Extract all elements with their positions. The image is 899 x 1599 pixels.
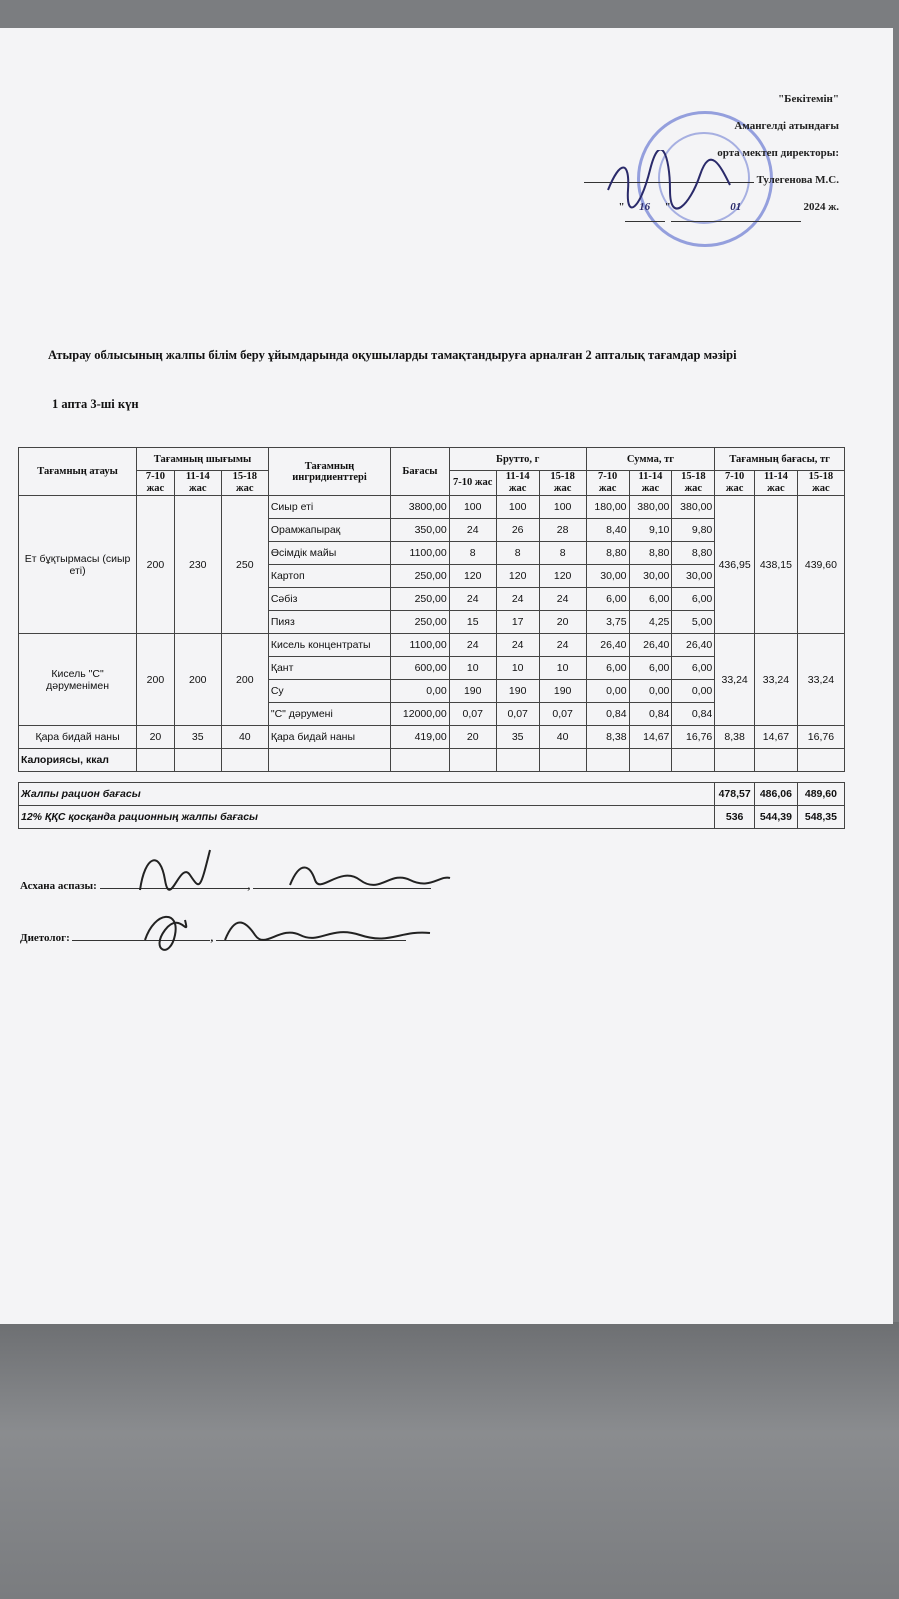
dish-price: 14,67 [754, 726, 797, 749]
ingredient-gross: 190 [449, 680, 496, 703]
ingredient-gross: 24 [496, 634, 539, 657]
ingredient-sum: 8,80 [629, 542, 672, 565]
ingredient-gross: 24 [539, 588, 586, 611]
ingredient-gross: 26 [496, 519, 539, 542]
header-row [19, 448, 845, 471]
spacer-row [19, 772, 845, 783]
ingredient-price: 12000,00 [391, 703, 450, 726]
vat-total-value: 544,39 [754, 806, 797, 829]
ingredient-sum: 6,00 [672, 588, 715, 611]
ingredient-sum: 26,40 [586, 634, 629, 657]
table-header: 15-18 жас [797, 471, 844, 496]
ingredient-gross: 120 [539, 565, 586, 588]
ingredient-gross: 10 [539, 657, 586, 680]
ingredient-sum: 6,00 [586, 657, 629, 680]
total-value: 478,57 [715, 783, 755, 806]
dish-price: 436,95 [715, 496, 755, 634]
ingredient-price: 3800,00 [391, 496, 450, 519]
cook-signature-row: Асхана аспазы: , [20, 880, 431, 892]
ingredient-gross: 190 [539, 680, 586, 703]
ingredient-gross: 0,07 [449, 703, 496, 726]
dish-price: 438,15 [754, 496, 797, 634]
ingredient-name: Сәбіз [268, 588, 390, 611]
ingredient-sum: 380,00 [629, 496, 672, 519]
ingredient-gross: 24 [449, 519, 496, 542]
empty-cell [715, 749, 755, 772]
document-title: Атырау облысының жалпы білім беру ұйымдарында оқушыларды тамақтандыруға арналған 2 апталық тағамдар мәзірі [48, 348, 737, 362]
cook-label: Асхана аспазы: [20, 880, 97, 892]
director-signature [600, 150, 740, 230]
dish-output: 230 [174, 496, 221, 634]
date-month: 01 [671, 194, 801, 222]
dish-output: 200 [137, 634, 175, 726]
ingredient-gross: 120 [496, 565, 539, 588]
dish-price: 8,38 [715, 726, 755, 749]
date-year: 2024 ж. [803, 201, 839, 213]
dish-output: 250 [221, 496, 268, 634]
ingredient-sum: 30,00 [672, 565, 715, 588]
empty-cell [137, 749, 175, 772]
approval-line-1: "Бекітемін" [778, 93, 839, 105]
ingredient-price: 350,00 [391, 519, 450, 542]
ingredient-price: 250,00 [391, 611, 450, 634]
ingredient-name: Пияз [268, 611, 390, 634]
ingredient-gross: 8 [539, 542, 586, 565]
table-header: Бағасы [391, 448, 450, 496]
table-header: Тағамның ингридиенттері [268, 448, 390, 496]
approval-line-3: орта мектеп директоры: [717, 147, 839, 159]
table-header: 11-14 жас [629, 471, 672, 496]
ingredient-sum: 180,00 [586, 496, 629, 519]
ingredient-sum: 0,84 [586, 703, 629, 726]
dish-name: Қара бидай наны [19, 726, 137, 749]
empty-cell [496, 749, 539, 772]
empty-cell [672, 749, 715, 772]
empty-cell [391, 749, 450, 772]
dish-price: 16,76 [797, 726, 844, 749]
approval-line-2: Амангелді атындағы [734, 120, 839, 132]
dish-output: 200 [221, 634, 268, 726]
ingredient-sum: 0,84 [629, 703, 672, 726]
ingredient-sum: 30,00 [586, 565, 629, 588]
ingredient-sum: 0,00 [672, 680, 715, 703]
ingredient-name: Қара бидай наны [268, 726, 390, 749]
empty-cell [586, 749, 629, 772]
ingredient-sum: 9,10 [629, 519, 672, 542]
dish-output: 200 [137, 496, 175, 634]
ingredient-price: 419,00 [391, 726, 450, 749]
ingredient-name: Сиыр еті [268, 496, 390, 519]
vat-total-value: 536 [715, 806, 755, 829]
ingredient-sum: 3,75 [586, 611, 629, 634]
ingredient-name: Картоп [268, 565, 390, 588]
director-name: Тулегенова М.С. [756, 174, 839, 186]
table-header: 15-18 жас [672, 471, 715, 496]
ingredient-name: Қант [268, 657, 390, 680]
ingredient-sum: 0,00 [629, 680, 672, 703]
dietitian-label: Диетолог: [20, 932, 70, 944]
total-row [19, 783, 845, 806]
ingredient-sum: 14,67 [629, 726, 672, 749]
total-value: 489,60 [797, 783, 844, 806]
vat-total-label: 12% ҚҚС қосқанда рационның жалпы бағасы [19, 806, 715, 829]
empty-cell [221, 749, 268, 772]
table-row [19, 726, 845, 749]
ingredient-name: "С" дәрумені [268, 703, 390, 726]
table-header: 7-10 жас [137, 471, 175, 496]
vat-total-value: 548,35 [797, 806, 844, 829]
ingredient-price: 250,00 [391, 565, 450, 588]
empty-cell [797, 749, 844, 772]
ingredient-sum: 8,40 [586, 519, 629, 542]
table-header: 11-14 жас [754, 471, 797, 496]
ingredient-price: 600,00 [391, 657, 450, 680]
dish-price: 33,24 [715, 634, 755, 726]
ingredient-gross: 10 [496, 657, 539, 680]
ingredient-sum: 16,76 [672, 726, 715, 749]
ingredient-price: 0,00 [391, 680, 450, 703]
ingredient-price: 1100,00 [391, 634, 450, 657]
calories-row [19, 749, 845, 772]
ingredient-gross: 0,07 [496, 703, 539, 726]
ingredient-gross: 35 [496, 726, 539, 749]
dish-name: Ет бұқтырмасы (сиыр еті) [19, 496, 137, 634]
table-header: 7-10 жас [586, 471, 629, 496]
dish-output: 20 [137, 726, 175, 749]
table-header: 11-14 жас [174, 471, 221, 496]
ingredient-gross: 15 [449, 611, 496, 634]
ingredient-sum: 26,40 [672, 634, 715, 657]
ingredient-sum: 30,00 [629, 565, 672, 588]
dietitian-signature-row: Диетолог: , [20, 932, 406, 944]
table-header: Сумма, тг [586, 448, 715, 471]
dish-price: 33,24 [754, 634, 797, 726]
ingredient-gross: 28 [539, 519, 586, 542]
empty-cell [449, 749, 496, 772]
ingredient-sum: 8,80 [586, 542, 629, 565]
ingredient-gross: 0,07 [539, 703, 586, 726]
menu-table [18, 447, 845, 829]
ingredient-gross: 10 [449, 657, 496, 680]
ingredient-gross: 24 [539, 634, 586, 657]
table-header: 7-10 жас [449, 471, 496, 496]
ingredient-gross: 190 [496, 680, 539, 703]
dish-price: 33,24 [797, 634, 844, 726]
table-row [19, 496, 845, 519]
ingredient-gross: 20 [539, 611, 586, 634]
vat-total-row [19, 806, 845, 829]
ingredient-price: 250,00 [391, 588, 450, 611]
ingredient-sum: 6,00 [629, 657, 672, 680]
total-value: 486,06 [754, 783, 797, 806]
dish-output: 35 [174, 726, 221, 749]
total-label: Жалпы рацион бағасы [19, 783, 715, 806]
ingredient-gross: 24 [449, 588, 496, 611]
dish-price: 439,60 [797, 496, 844, 634]
ingredient-sum: 6,00 [629, 588, 672, 611]
empty-cell [754, 749, 797, 772]
ingredient-gross: 20 [449, 726, 496, 749]
empty-cell [629, 749, 672, 772]
table-header: Тағамның бағасы, тг [715, 448, 845, 471]
ingredient-gross: 100 [496, 496, 539, 519]
spacer-cell [19, 772, 845, 783]
background-surface [0, 1322, 899, 1599]
ingredient-gross: 100 [449, 496, 496, 519]
ingredient-sum: 0,84 [672, 703, 715, 726]
empty-cell [174, 749, 221, 772]
ingredient-name: Орамжапырақ [268, 519, 390, 542]
ingredient-gross: 40 [539, 726, 586, 749]
table-header: Тағамның шығымы [137, 448, 269, 471]
dish-output: 200 [174, 634, 221, 726]
ingredient-sum: 6,00 [672, 657, 715, 680]
ingredient-gross: 120 [449, 565, 496, 588]
dish-name: Кисель "С" дәруменімен [19, 634, 137, 726]
approval-date: " 16 " 01 2024 ж. [499, 194, 839, 222]
date-day: 16 [625, 194, 665, 222]
ingredient-gross: 100 [539, 496, 586, 519]
ingredient-sum: 380,00 [672, 496, 715, 519]
ingredient-gross: 24 [449, 634, 496, 657]
ingredient-sum: 8,80 [672, 542, 715, 565]
ingredient-sum: 9,80 [672, 519, 715, 542]
table-header: 11-14 жас [496, 471, 539, 496]
dish-output: 40 [221, 726, 268, 749]
table-row [19, 634, 845, 657]
table-header: 15-18 жас [539, 471, 586, 496]
ingredient-gross: 17 [496, 611, 539, 634]
table-header: Тағамның атауы [19, 448, 137, 496]
dietitian-signature [130, 900, 440, 960]
empty-cell [268, 749, 390, 772]
document-subtitle: 1 апта 3-ші күн [52, 397, 139, 411]
table-header: 15-18 жас [221, 471, 268, 496]
table-header: Брутто, г [449, 448, 586, 471]
empty-cell [539, 749, 586, 772]
ingredient-gross: 8 [496, 542, 539, 565]
ingredient-name: Өсімдік майы [268, 542, 390, 565]
table-header: 7-10 жас [715, 471, 755, 496]
ingredient-sum: 8,38 [586, 726, 629, 749]
calories-label: Калориясы, ккал [19, 749, 137, 772]
ingredient-name: Кисель концентраты [268, 634, 390, 657]
ingredient-gross: 24 [496, 588, 539, 611]
ingredient-gross: 8 [449, 542, 496, 565]
ingredient-sum: 0,00 [586, 680, 629, 703]
ingredient-sum: 6,00 [586, 588, 629, 611]
ingredient-price: 1100,00 [391, 542, 450, 565]
ingredient-sum: 26,40 [629, 634, 672, 657]
ingredient-sum: 4,25 [629, 611, 672, 634]
ingredient-name: Су [268, 680, 390, 703]
ingredient-sum: 5,00 [672, 611, 715, 634]
